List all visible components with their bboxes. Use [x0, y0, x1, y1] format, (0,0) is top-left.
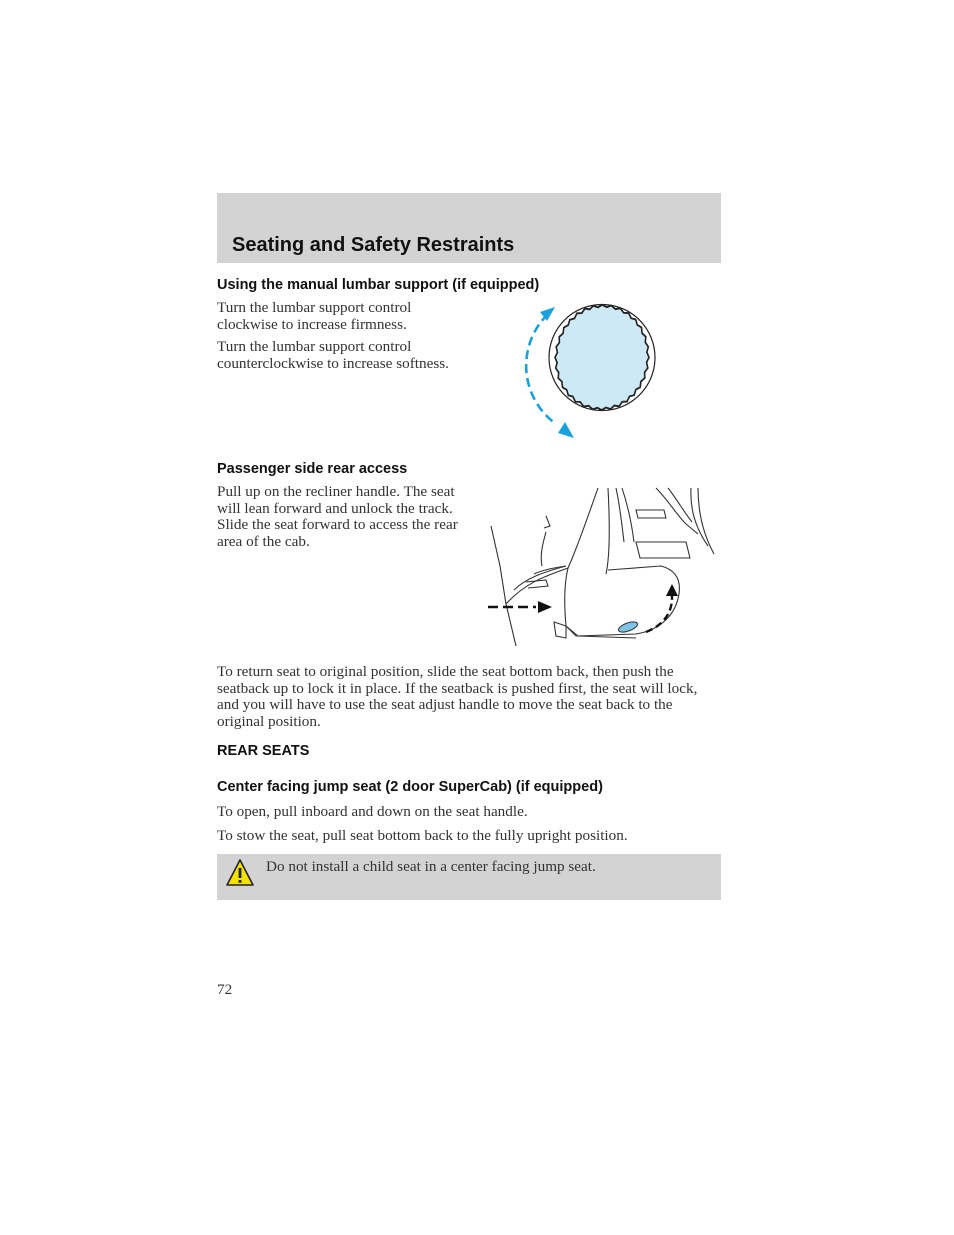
rear-access-heading: Passenger side rear access: [217, 461, 408, 477]
seat-track-1: [506, 568, 568, 604]
recliner-handle: [617, 620, 639, 634]
warning-box: [217, 854, 721, 900]
seat-back-panel: [565, 488, 598, 636]
rear-seats-heading: REAR SEATS: [217, 743, 310, 759]
seat-base-left: [554, 622, 566, 638]
seat-base-1: [578, 636, 636, 638]
arrow-head-bottom-icon: [558, 422, 574, 438]
rear-access-paragraph-1: Pull up on the recliner handle. The seat will lean forward and unlock the track. Slide the seat forward to access the rear area of the cab.: [217, 483, 458, 550]
seat-frame-2: [541, 532, 546, 566]
seat-back-contour-3: [656, 488, 698, 534]
seat-back-contour-1: [616, 488, 624, 542]
seat-back-right-edge: [606, 488, 609, 574]
warning-triangle-icon: [225, 858, 255, 888]
lumbar-knob-illustration: [512, 296, 682, 441]
lumbar-knob-outline: [555, 305, 649, 410]
jump-seat-paragraph-2: To stow the seat, pull seat bottom back to the fully upright position.: [217, 827, 628, 844]
lumbar-heading: Using the manual lumbar support (if equipped): [217, 277, 540, 293]
warning-text: Do not install a child seat in a center facing jump seat.: [266, 858, 596, 875]
jump-seat-heading: Center facing jump seat (2 door SuperCab) (if equipped): [217, 779, 603, 795]
rear-access-paragraph-2: To return seat to original position, slide the seat bottom back, then push the seatback up to lock it in place. If the seatback is pushed first, the seat will lock, and you will have to use the seat adjust handle to move the seat back to the original position.: [217, 663, 698, 730]
seat-back-contour-6: [698, 488, 714, 554]
lumbar-paragraph-2: Turn the lumbar support control counterclockwise to increase softness.: [217, 338, 449, 372]
lumbar-paragraph-1: Turn the lumbar support control clockwise to increase firmness.: [217, 299, 412, 333]
seat-panel-2: [636, 542, 690, 558]
seat-side-line: [491, 526, 516, 646]
recliner-lift-arrow: [646, 592, 672, 632]
lift-arrow-head-icon: [666, 584, 678, 596]
seat-back-contour-5: [691, 488, 708, 546]
jump-seat-paragraph-1: To open, pull inboard and down on the seat handle.: [217, 803, 528, 820]
rotation-arc-arrow: [526, 314, 556, 424]
seat-back-contour-2: [622, 488, 634, 542]
section-title: Seating and Safety Restraints: [232, 234, 515, 256]
page-number: 72: [217, 981, 233, 998]
slide-arrow-head-icon: [538, 601, 552, 613]
seat-panel-1: [636, 510, 666, 518]
seat-frame-1: [544, 516, 550, 528]
section-header-band: [217, 193, 721, 263]
seat-recliner-illustration: [486, 486, 716, 646]
